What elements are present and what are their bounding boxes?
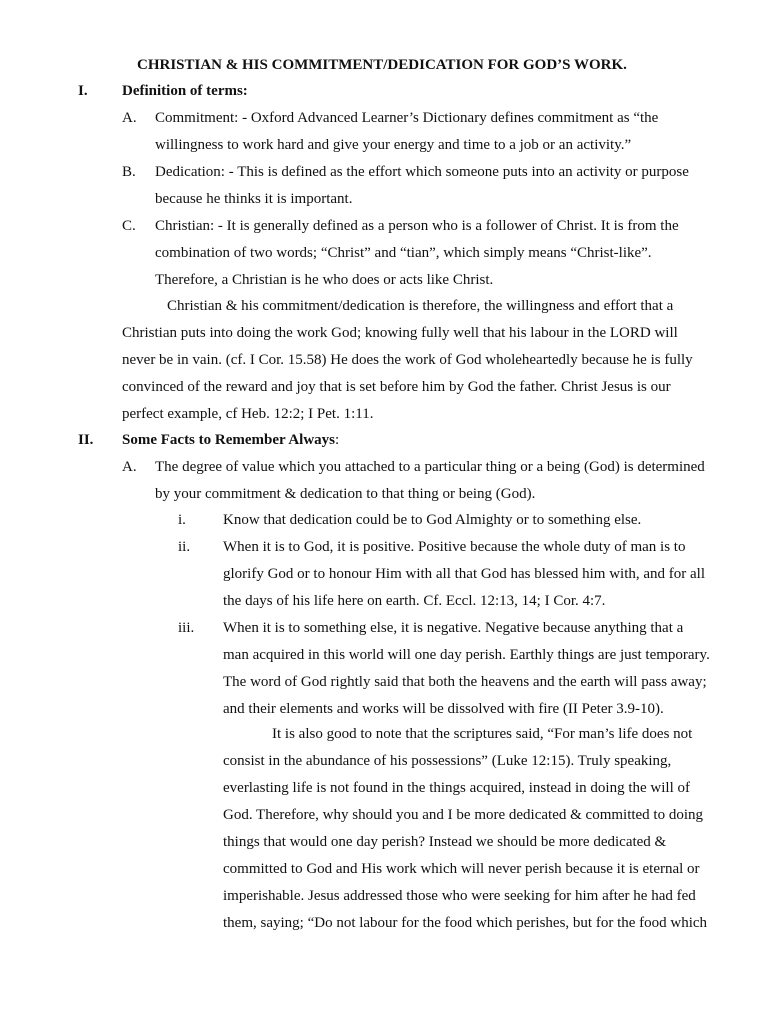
item-b-marker: B. — [122, 164, 136, 180]
section-2-paragraph-line: It is also good to note that the scriptures said, “For man’s life does not — [272, 726, 693, 742]
section-2-heading: Some Facts to Remember Always — [122, 432, 336, 448]
section-1-paragraph-line: perfect example, cf Heb. 12:2; I Pet. 1:11. — [122, 406, 374, 422]
section-1-numeral: I. — [78, 83, 88, 99]
section-2-paragraph-line: imperishable. Jesus addressed those who were seeking for him after he had fed — [223, 888, 696, 904]
section-2-heading-colon: : — [335, 432, 340, 448]
item-2a-marker: A. — [122, 459, 137, 475]
item-iii-line-1: When it is to something else, it is negative. Negative because anything that a — [223, 620, 684, 636]
section-2-heading-line — [122, 430, 339, 450]
item-ii-line-3: the days of his life here on earth. Cf. Eccl. 12:13, 14; I Cor. 4:7. — [223, 593, 606, 609]
document-title: CHRISTIAN & HIS COMMITMENT/DEDICATION FOR GOD’S WORK. — [137, 57, 627, 73]
section-1-paragraph-line: Christian puts into doing the work God; knowing fully well that his labour in the LORD will — [122, 325, 678, 341]
item-a-marker: A. — [122, 110, 137, 126]
section-2-paragraph-line: consist in the abundance of his possessions” (Luke 12:15). Truly speaking, — [223, 753, 672, 769]
item-i-line-1: Know that dedication could be to God Almighty or to something else. — [223, 512, 642, 528]
item-ii-line-2: glorify God or to honour Him with all that God has blessed him with, and for all — [223, 566, 706, 582]
item-i-marker: i. — [178, 512, 186, 528]
section-2-paragraph-line: committed to God and His work which will never perish because it is eternal or — [223, 861, 700, 877]
item-c-line-2: combination of two words; “Christ” and “tian”, which simply means “Christ-like”. — [155, 245, 652, 261]
section-1-paragraph-line: never be in vain. (cf. I Cor. 15.58) He does the work of God wholeheartedly because he is fully — [122, 352, 693, 368]
section-2-paragraph-line: them, saying; “Do not labour for the food which perishes, but for the food which — [223, 915, 708, 931]
item-iii-line-2: man acquired in this world will one day perish. Earthly things are just temporary. — [223, 647, 710, 663]
item-ii-marker: ii. — [178, 539, 191, 555]
section-2-numeral: II. — [78, 432, 94, 448]
item-c-marker: C. — [122, 218, 136, 234]
section-2-paragraph-line: everlasting life is not found in the things acquired, instead in doing the will of — [223, 780, 690, 796]
item-a-line-2: willingness to work hard and give your energy and time to a job or an activity.” — [155, 137, 632, 153]
section-1-paragraph-line: convinced of the reward and joy that is set before him by God the father. Christ Jesus is our — [122, 379, 671, 395]
section-2-paragraph-line: things that would one day perish? Instead we should be more dedicated & — [223, 834, 667, 850]
section-1-paragraph-line: Christian & his commitment/dedication is therefore, the willingness and effort that a — [167, 298, 674, 314]
item-ii-line-1: When it is to God, it is positive. Positive because the whole duty of man is to — [223, 539, 686, 555]
item-iii-line-4: and their elements and works will be dissolved with fire (II Peter 3.9-10). — [223, 701, 664, 717]
section-1-heading: Definition of terms: — [122, 83, 248, 99]
item-2a-line-2: by your commitment & dedication to that thing or being (God). — [155, 486, 536, 502]
item-c-line-1: Christian: - It is generally defined as a person who is a follower of Christ. It is from the — [155, 218, 679, 234]
item-iii-marker: iii. — [178, 620, 195, 636]
item-2a-line-1: The degree of value which you attached to a particular thing or a being (God) is determined — [155, 459, 705, 475]
item-b-line-1: Dedication: - This is defined as the effort which someone puts into an activity or purpose — [155, 164, 689, 180]
section-2-paragraph-line: God. Therefore, why should you and I be more dedicated & committed to doing — [223, 807, 704, 823]
item-a-line-1: Commitment: - Oxford Advanced Learner’s Dictionary defines commitment as “the — [155, 110, 659, 126]
item-b-line-2: because he thinks it is important. — [155, 191, 353, 207]
item-iii-line-3: The word of God rightly said that both the heavens and the earth will pass away; — [223, 674, 707, 690]
item-c-line-3: Therefore, a Christian is he who does or acts like Christ. — [155, 272, 494, 288]
